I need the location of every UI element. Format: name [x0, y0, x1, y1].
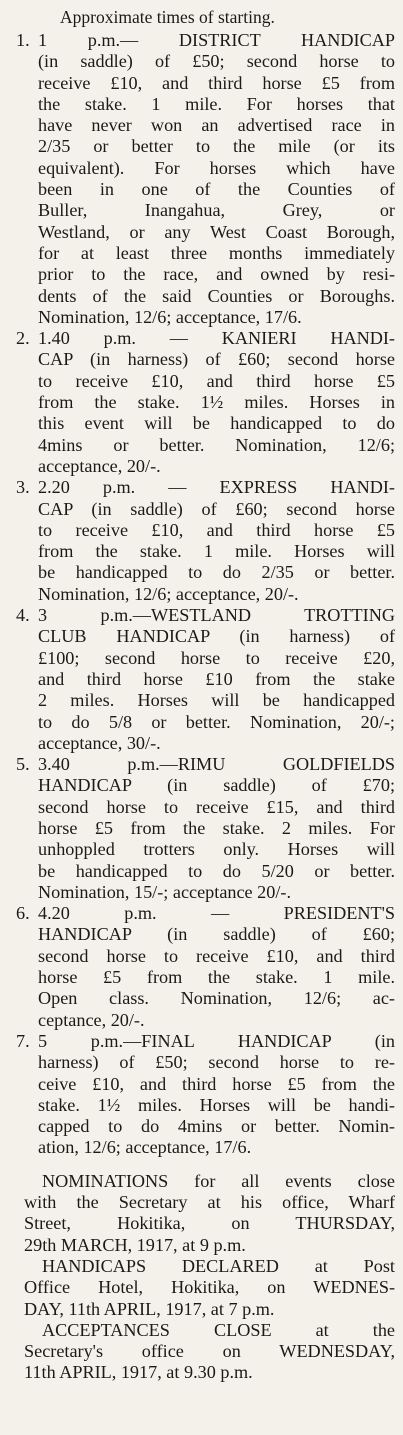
event-line: 4mins or better. Nomination, 12/6; [38, 434, 395, 455]
event-line: to receive £10, and third horse £5 [38, 370, 395, 391]
event-line: from the stake. 1½ miles. Horses in [38, 392, 395, 413]
event-line: be handicapped to do 2/35 or better. [38, 562, 395, 583]
event-line: Nomination, 12/6; acceptance, 17/6. [38, 306, 302, 327]
event-line: acceptance, 20/-. [38, 455, 161, 476]
notice-line: Secretary's office on WEDNESDAY, [24, 1341, 395, 1362]
event-line: stake. 1½ miles. Horses will be handi- [38, 1094, 395, 1115]
notice-line: NOMINATIONS for all events close [42, 1170, 395, 1191]
notice-list [24, 1171, 395, 1384]
event-line: horse £5 from the stake. 1 mile. [38, 967, 395, 988]
event-number: 1. [16, 30, 30, 50]
event-line: been in one of the Counties of [38, 179, 395, 200]
event-line: HANDICAP (in saddle) of £70; [38, 775, 395, 796]
event-line: and third horse £10 from the stake [38, 668, 395, 689]
section-heading: Approximate times of starting. [60, 7, 275, 27]
event-body [24, 1031, 395, 1159]
event-line: 2.20 p.m. — EXPRESS HANDI- [38, 477, 395, 498]
event-line: 4.20 p.m. — PRESIDENT'S [38, 903, 395, 924]
notice-line: DAY, 11th APRIL, 1917, at 7 p.m. [24, 1298, 275, 1319]
event-line: ceptance, 20/-. [38, 1009, 145, 1030]
event-line: horse £5 from the stake. 2 miles. For [38, 817, 395, 838]
event-line: to do 5/8 or better. Nomination, 20/-; [38, 711, 395, 732]
event-line: dents of the said Counties or Boroughs. [38, 285, 395, 306]
event-number: 4. [16, 605, 30, 626]
event-line: Nomination, 12/6; acceptance, 20/-. [38, 583, 299, 604]
event-line: 1.40 p.m. — KANIERI HANDI- [38, 328, 395, 349]
event-line: CLUB HANDICAP (in harness) of [38, 626, 395, 647]
event-line: to receive £10, and third horse £5 [38, 519, 395, 540]
event-line: harness) of £50; second horse to re- [38, 1052, 395, 1073]
event-line: for at least three months immediately [38, 242, 395, 263]
event-line: Nomination, 15/-; acceptance 20/-. [38, 881, 292, 902]
race-event [16, 903, 395, 1031]
event-line: Open class. Nomination, 12/6; ac- [38, 988, 395, 1009]
event-body [24, 30, 395, 328]
event-body [24, 605, 395, 754]
event-number: 5. [16, 754, 30, 775]
event-line: unhoppled trotters only. Horses will [38, 839, 395, 860]
event-line: acceptance, 30/-. [38, 732, 161, 753]
notice-line: 11th APRIL, 1917, at 9.30 p.m. [24, 1362, 253, 1383]
event-line: (in saddle) of £50; second horse to [38, 51, 395, 72]
notice-line: HANDICAPS DECLARED at Post [42, 1255, 395, 1276]
closing-notice [24, 1256, 395, 1320]
event-line: capped to do 4mins or better. Nomin- [38, 1116, 395, 1137]
race-event [16, 30, 395, 328]
event-body [24, 903, 395, 1031]
race-event [16, 328, 395, 477]
event-line: 1 p.m.— DISTRICT HANDICAP [38, 30, 395, 50]
notice-line: 29th MARCH, 1917, at 9 p.m. [24, 1234, 246, 1255]
event-line: 5 p.m.—FINAL HANDICAP (in [38, 1030, 395, 1051]
event-line: be handicapped to do 5/20 or better. [38, 860, 395, 881]
race-event [16, 477, 395, 605]
notice-line: with the Secretary at his office, Wharf [24, 1192, 395, 1213]
event-list [16, 30, 395, 1159]
event-body [24, 477, 395, 605]
race-event [16, 605, 395, 754]
event-line: ceive £10, and third horse £5 from the [38, 1073, 395, 1094]
event-line: HANDICAP (in saddle) of £60; [38, 924, 395, 945]
race-event [16, 754, 395, 903]
closing-notice [24, 1171, 395, 1256]
event-line: Buller, Inangahua, Grey, or [38, 200, 395, 221]
event-number: 6. [16, 903, 30, 924]
event-body [24, 328, 395, 477]
event-line: this event will be handicapped to do [38, 413, 395, 434]
notice-line: ACCEPTANCES CLOSE at the [42, 1319, 395, 1340]
event-line: ation, 12/6; acceptance, 17/6. [38, 1137, 252, 1158]
event-line: 2/35 or better to the mile (or its [38, 136, 395, 157]
event-line: CAP (in harness) of £60; second horse [38, 349, 395, 370]
event-number: 7. [16, 1030, 30, 1051]
event-line: £100; second horse to receive £20, [38, 647, 395, 668]
event-line: 2 miles. Horses will be handicapped [38, 690, 395, 711]
event-line: 3 p.m.—WESTLAND TROTTING [38, 605, 395, 626]
event-line: CAP (in saddle) of £60; second horse [38, 498, 395, 519]
event-line: the stake. 1 mile. For horses that [38, 93, 395, 114]
event-line: from the stake. 1 mile. Horses will [38, 541, 395, 562]
event-body [24, 754, 395, 903]
race-event [16, 1030, 395, 1159]
notice-line: Office Hotel, Hokitika, on WEDNES- [24, 1277, 395, 1298]
event-line: receive £10, and third horse £5 from [38, 72, 395, 93]
notice-line: Street, Hokitika, on THURSDAY, [24, 1213, 395, 1234]
event-line: equivalent). For horses which have [38, 157, 395, 178]
event-line: have never won an advertised race in [38, 115, 395, 136]
event-line: 3.40 p.m.—RIMU GOLDFIELDS [38, 754, 395, 775]
event-line: Westland, or any West Coast Borough, [38, 221, 395, 242]
closing-notice [24, 1320, 395, 1384]
event-line: second horse to receive £15, and third [38, 796, 395, 817]
event-line: prior to the race, and owned by resi- [38, 264, 395, 285]
event-number: 2. [16, 328, 30, 349]
event-line: second horse to receive £10, and third [38, 945, 395, 966]
event-number: 3. [16, 477, 30, 498]
